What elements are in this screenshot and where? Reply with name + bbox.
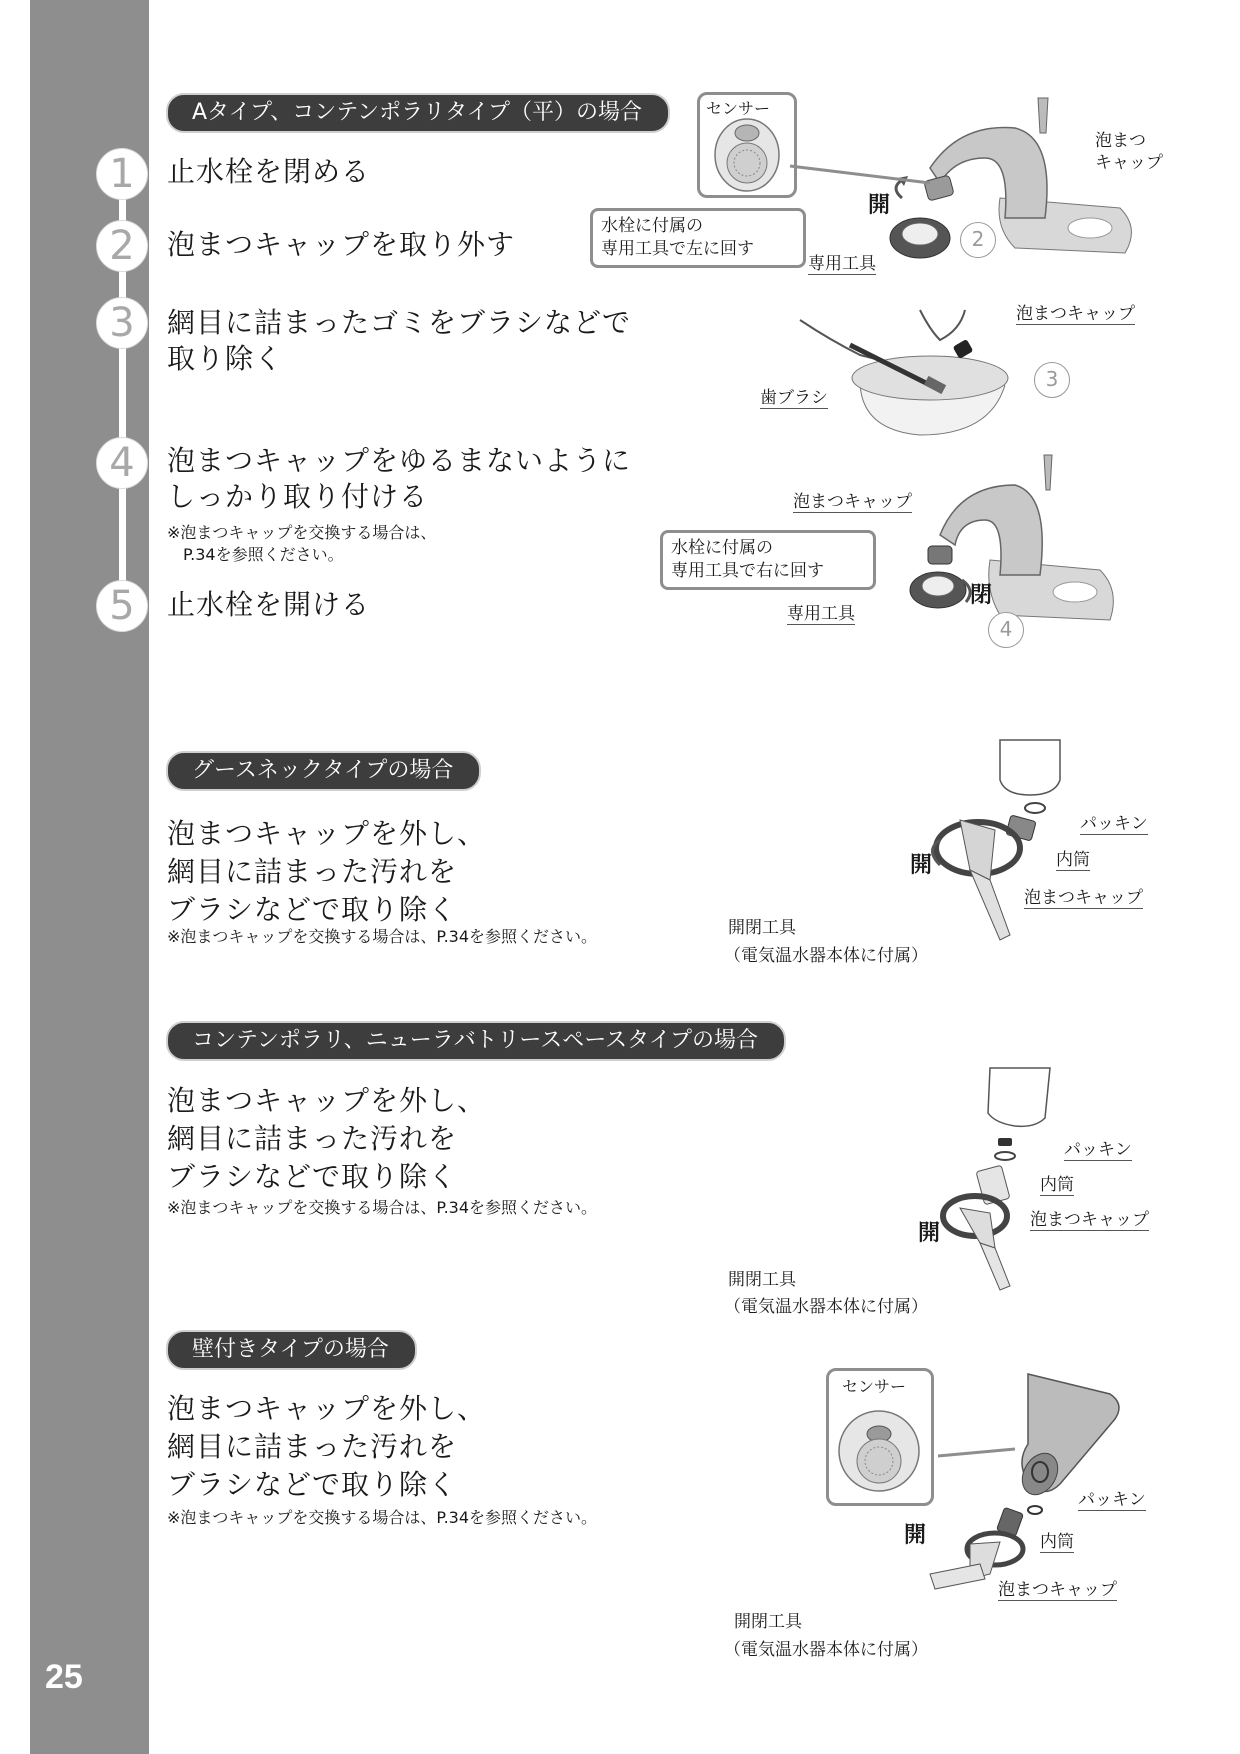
contemporary-inner-label: 内筒 [1040, 1175, 1074, 1195]
faucet-attach-illustration [900, 450, 1130, 640]
fig-a-cap-label: 泡まつ キャップ [1095, 131, 1163, 173]
wall-heading [167, 1390, 486, 1504]
contemporary-tool-label: 開閉工具 [728, 1270, 796, 1290]
wall-heading-line-3: ブラシなどで取り除く [167, 1468, 458, 1501]
step-number-4: 4 [96, 437, 148, 489]
callout-left-line-2: 専用工具で左に回す [601, 239, 754, 259]
fig-attach-tool-label: 専用工具 [787, 604, 855, 624]
fig-a-open-label: 開 [868, 193, 891, 218]
page-number: 25 [45, 1658, 83, 1696]
fig-a-tool-label: 専用工具 [808, 254, 876, 274]
contemporary-open-label: 開 [918, 1221, 941, 1246]
gooseneck-packing-label: パッキン [1080, 814, 1148, 834]
fig-a-step-num: 2 [960, 222, 996, 258]
gooseneck-inner-label: 内筒 [1056, 850, 1090, 870]
wall-sensor-label: センサー [842, 1377, 907, 1396]
contemporary-heading [167, 1082, 486, 1196]
gooseneck-cap-label: 泡まつキャップ [1024, 888, 1143, 908]
callout-right-line-2: 専用工具で右に回す [671, 561, 824, 581]
wall-note: ※泡まつキャップを交換する場合は、P.34を参照ください。 [167, 1508, 598, 1527]
wall-parts-illustration [910, 1364, 1130, 1604]
wall-tool-label: 開閉工具 [734, 1612, 802, 1632]
fig-attach-step-num: 4 [988, 612, 1024, 648]
step-number-1: 1 [96, 148, 148, 200]
contemporary-heading-line-1: 泡まつキャップを外し、 [167, 1084, 487, 1117]
callout-right-line-1: 水栓に付属の [671, 538, 773, 558]
gooseneck-heading-line-1: 泡まつキャップを外し、 [167, 817, 487, 850]
wall-heading-line-2: 網目に詰まった汚れを [167, 1430, 458, 1463]
step-2-text: 泡まつキャップを取り外す [167, 228, 516, 261]
contemporary-note: ※泡まつキャップを交換する場合は、P.34を参照ください。 [167, 1198, 598, 1217]
contemporary-heading-line-2: 網目に詰まった汚れを [167, 1122, 458, 1155]
contemporary-heading-line-3: ブラシなどで取り除く [167, 1160, 458, 1193]
step-4-note-line-1: ※泡まつキャップを交換する場合は、 [167, 523, 437, 542]
section-pill-wall: 壁付きタイプの場合 [166, 1330, 417, 1370]
wall-open-label: 開 [904, 1523, 927, 1548]
fig-attach-close-label: 閉 [970, 583, 993, 608]
step-3-line-2: 取り除く [167, 342, 284, 375]
fig-brush-toothbrush-label: 歯ブラシ [760, 388, 828, 408]
sensor-label: センサー [706, 99, 771, 118]
step-number-3: 3 [96, 297, 148, 349]
step-4-text [167, 443, 631, 515]
fig-brush-step-num: 3 [1034, 362, 1070, 398]
gooseneck-heading [167, 815, 486, 929]
wall-cap-label: 泡まつキャップ [998, 1580, 1117, 1600]
step-number-2: 2 [96, 220, 148, 272]
step-4-line-2: しっかり取り付ける [167, 480, 429, 513]
wall-packing-label: パッキン [1078, 1490, 1146, 1510]
step-3-line-1: 網目に詰まったゴミをブラシなどで [167, 306, 632, 339]
contemporary-packing-label: パッキン [1064, 1140, 1132, 1160]
gooseneck-open-label: 開 [910, 853, 933, 878]
contemporary-tool-note: （電気温水器本体に付属） [724, 1297, 928, 1317]
section-pill-gooseneck: グースネックタイプの場合 [166, 751, 481, 791]
step-number-5: 5 [96, 580, 148, 632]
step-4-line-1: 泡まつキャップをゆるまないように [167, 444, 632, 477]
step-4-note [167, 522, 436, 566]
gooseneck-heading-line-3: ブラシなどで取り除く [167, 893, 458, 926]
fig-attach-callout-right [660, 530, 876, 590]
gooseneck-parts-illustration [920, 740, 1070, 960]
section-pill-a-type: Aタイプ、コンテンポラリタイプ（平）の場合 [166, 93, 670, 133]
step-1-text: 止水栓を閉める [167, 155, 371, 188]
gooseneck-tool-note: （電気温水器本体に付属） [724, 946, 928, 966]
gooseneck-note: ※泡まつキャップを交換する場合は、P.34を参照ください。 [167, 927, 598, 946]
fig-brush-cap-label: 泡まつキャップ [1016, 304, 1135, 324]
wall-tool-note: （電気温水器本体に付属） [724, 1640, 928, 1660]
gooseneck-heading-line-2: 網目に詰まった汚れを [167, 855, 458, 888]
contemporary-cap-label: 泡まつキャップ [1030, 1210, 1149, 1230]
callout-left-line-1: 水栓に付属の [601, 216, 703, 236]
gooseneck-tool-label: 開閉工具 [728, 918, 796, 938]
step-4-note-line-2: P.34を参照ください。 [183, 545, 344, 564]
step-3-text [167, 305, 631, 377]
step-5-text: 止水栓を開ける [167, 588, 371, 621]
wall-inner-label: 内筒 [1040, 1532, 1074, 1552]
brush-cleaning-illustration [790, 300, 1030, 440]
wall-heading-line-1: 泡まつキャップを外し、 [167, 1392, 487, 1425]
fig-attach-cap-label: 泡まつキャップ [793, 492, 912, 512]
section-pill-contemporary: コンテンポラリ、ニューラバトリースペースタイプの場合 [166, 1021, 786, 1061]
fig-a-callout-left [590, 208, 806, 268]
